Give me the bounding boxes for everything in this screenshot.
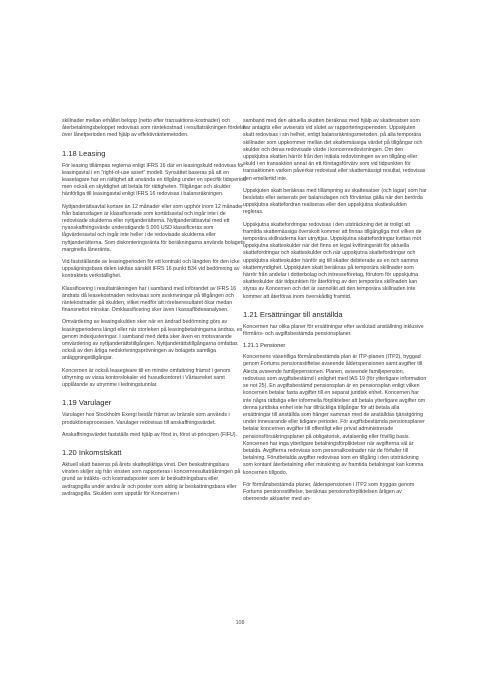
body-paragraph: Vid fastställande av leasingperioden för ett kontrakt och längden för den icke uppsägningsbara delen iakttas särskilt IFRS 16 punkt B34 vid bedömning av kontraktets verkställighet.	[62, 259, 240, 280]
section-heading: 1.20 Inkomstskatt	[62, 447, 122, 457]
body-paragraph: Aktuell skatt baseras på årets skattepliktiga vinst. Den beskattningsbara vinsten skiljer sig från vinsten som rapporteras i koncernresultaträkningen på grund av intäkts- och kostnadsposter som är beskattningsbara eller avdragsgilla under andra år och poster som aldrig är beskattningsbara eller avdragsgilla. Skulden som uppstår för Koncernen i	[62, 461, 241, 497]
section-heading: 1.19 Varulager	[62, 398, 112, 408]
section-heading: 1.18 Leasing	[62, 148, 106, 158]
section-heading: 1.21 Ersättningar till anställda	[243, 309, 343, 319]
body-paragraph: skillnader mellan erhållet belopp (netto efter transaktions-kostnader) och återbetalningsbeloppet redovisas som räntekostnad i resultaträkningen fördelat över lånetperioden med hjälp av effektivräntemetoden.	[62, 118, 246, 139]
body-paragraph: Koncernens väsentliga förmånsbestämda plan är ITP-planen (ITP2), tryggad genom Fortums pensionsstiftelse avseende ålderspensionen samt avgifter till Alecta avseende familjepensionen. Planen, avseende familjepension, redovisas som avgiftsbestämd i enlighet med IAS 19 (för ytterligare information se not 25). En avgiftsbestämd pensionsplan är en pensionsplan enligt vilken koncernen betalar fasta avgifter till en separat juridisk enhet. Koncernen har inte några rättsliga eller informella förpliktelser att betala ytterligare avgifter om denna juridiska enhet inte har tillräckliga tillgångar för att betala alla ersättningar till anställda som hänger samman med de anställdas tjänstgöring under innevarande eller tidigare perioder. För avgiftsbestämda pensionsplaner betalar koncernen avgifter till offentligt eller privat administrerade pensionsförsäkringsplaner på obligatorisk, avtalsenlig eller frivillig basis. Koncernen har inga ytterligare betalningsförpliktelser när avgifterna väl är betalda. Avgifterna redovisas som personalkostnader när de förfaller till betalning. Förutbetalda avgifter redovisas som en tillgång i den utsträckning som kontant återbetalning eller minskning av framtida betalningar kan komma koncernen tillgodo.	[243, 354, 427, 476]
page-number: 108	[235, 620, 245, 626]
body-paragraph: Omvärdering av leasingskulden sker när en ändrad bedömning görs av leasingperiodens längd eller när storleken på leasingbetalningarna ändras, ex genom indexjusteringar. I samband med detta sker även en motsvarande omvärdering av nyttjanderättstillgången. Nyttjanderättstillgångarna omfattas också av den årliga nedskrivningsprövningen av bolagets samtliga anläggningstillgångar.	[62, 319, 243, 362]
body-paragraph: Koncernen har olika planer för ersättningar efter avslutad anställning inklusive förmåns- och avgiftsbestämda pensionsplaner.	[243, 323, 424, 338]
left-text-column	[62, 118, 246, 503]
body-paragraph: Klassificering i resultaträkningen har i samband med införandet av IFRS 16 ändrats då leasekostnaden redovisas som avskrivningar på tillgången och räntekostnader på skulden, vilket medför att rörelseresultatet ökar medan finansnettot minskar. Omklassificering sker även i kassaflödesanalysen.	[62, 285, 237, 314]
body-paragraph: Varulager hos Stockholm Exergi består främst av bränsle som används i produktionsprocessen. Varulager redovisas till anskaffningsvärdet.	[62, 412, 230, 426]
body-paragraph: Anskaffningsvärdet fastställs med hjälp av först in, först ut-principen (FIFU).	[62, 431, 237, 438]
section-heading: 1.21.1 Pensioner	[243, 343, 286, 350]
body-paragraph: Nyttjanderättsavtal kortare än 12 månader eller som upphör inom 12 månader från balansdagen är klassificerade som korttidsavtal och ingår inte i de redovisade skulderna eller nyttjanderätterna. Nyttjanderättsavtal med ett nyanskaffningsvärde understigande 5 000 USD klassificeras som lågvärdesavtal och ingår inte heller i de redovisade skulderna eller nyttjanderätterna. Som diskonteringsränta för beräkningarna används bolagets marginella låneränta.	[62, 203, 245, 253]
body-paragraph: samband med den aktuella skatten beräknas med hjälp av skattesatser som har antagits eller aviserats vid slutet av rapporteringsperioden. Uppskjuten skatt redovisas i sin helhet, enligt balansräkningsmetoden, på alla temporära skillnader som uppkommer mellan det skattemässiga värdet på tillgångar och skulder och deras redovisade värde i koncernredovisningen. Om den uppskjutna skatten härrör från den initiala redovisningen av en tillgång eller skuld i en transaktion annat än ett företagsförvärv som vid tidpunkten för transaktionen varken påverkar redovisat eller skattemässigt resultat, redovisas den emellertid inte.	[243, 118, 426, 182]
body-paragraph: Uppskjuten skatt beräknas med tillämpning av skattesatser (och lagar) som har beslutats eller aviserats per balansdagen och förväntas gälla när den berörda uppskjutna skattefordran realiseras eller den uppskjutna skatteskulden regleras.	[243, 187, 427, 216]
body-paragraph: För leasing tillämpas reglerna enligt IFRS 16 där en leasingskuld redovisas för leasingavtal i en “right-of-use asset” modell. Synsättet baseras på att en leasetagare har en rättighet att använda en tillgång under en specifik tidsperiod men också en skyldighet att betala för rättigheten. Tillgångar och skulder hänförliga till leasingavtal enligt IFRS 16 redovisas i balansräkningen.	[62, 162, 246, 198]
body-paragraph: Uppskjutna skattefordringar redovisas i den utsträckning det är troligt att framtida skattemässiga överskott kommer att finnas tillgängliga mot vilken de temporära skillnaderna kan utnyttjas. Uppskjutna skattefordringar kvittas mot uppskjutna skatteskulder när det finns en legal kvittningsrätt för aktuella skattefordringar och skatteskulder och när uppskjutna skattefordringar och uppskjutna skatteskulder hänför sig till skatter debiterade av en och samma skattemyndighet. Uppskjuten skatt beräknas på temporära skillnader som härrör från andelar i dotterbolag och intresseföretag, förutom för uppskjutna skatteskulder där tidpunkten för återföring av den temporära skillnaden kan styras av Koncernen och det är sannolikt att den temporära skillnaden inte kommer att återföras inom överskådlig framtid.	[243, 221, 422, 300]
right-text-column	[243, 118, 427, 508]
body-paragraph: För förmånsbestämda planer, ålderspensionen i ITP2 som tryggas genom Fortums pensionsstiftelse, beräknas pensionsförpliktelsen årligen av oberoende aktuarier med an-	[243, 481, 415, 503]
body-paragraph: Koncernen är också leasegivare till en mindre omfattning främst i genom uthyrning av vissa kontorslokaler vid huvudkontoret i Vårtavreket samt upplåtande av utrymme i ledningstunnlar.	[62, 367, 231, 389]
